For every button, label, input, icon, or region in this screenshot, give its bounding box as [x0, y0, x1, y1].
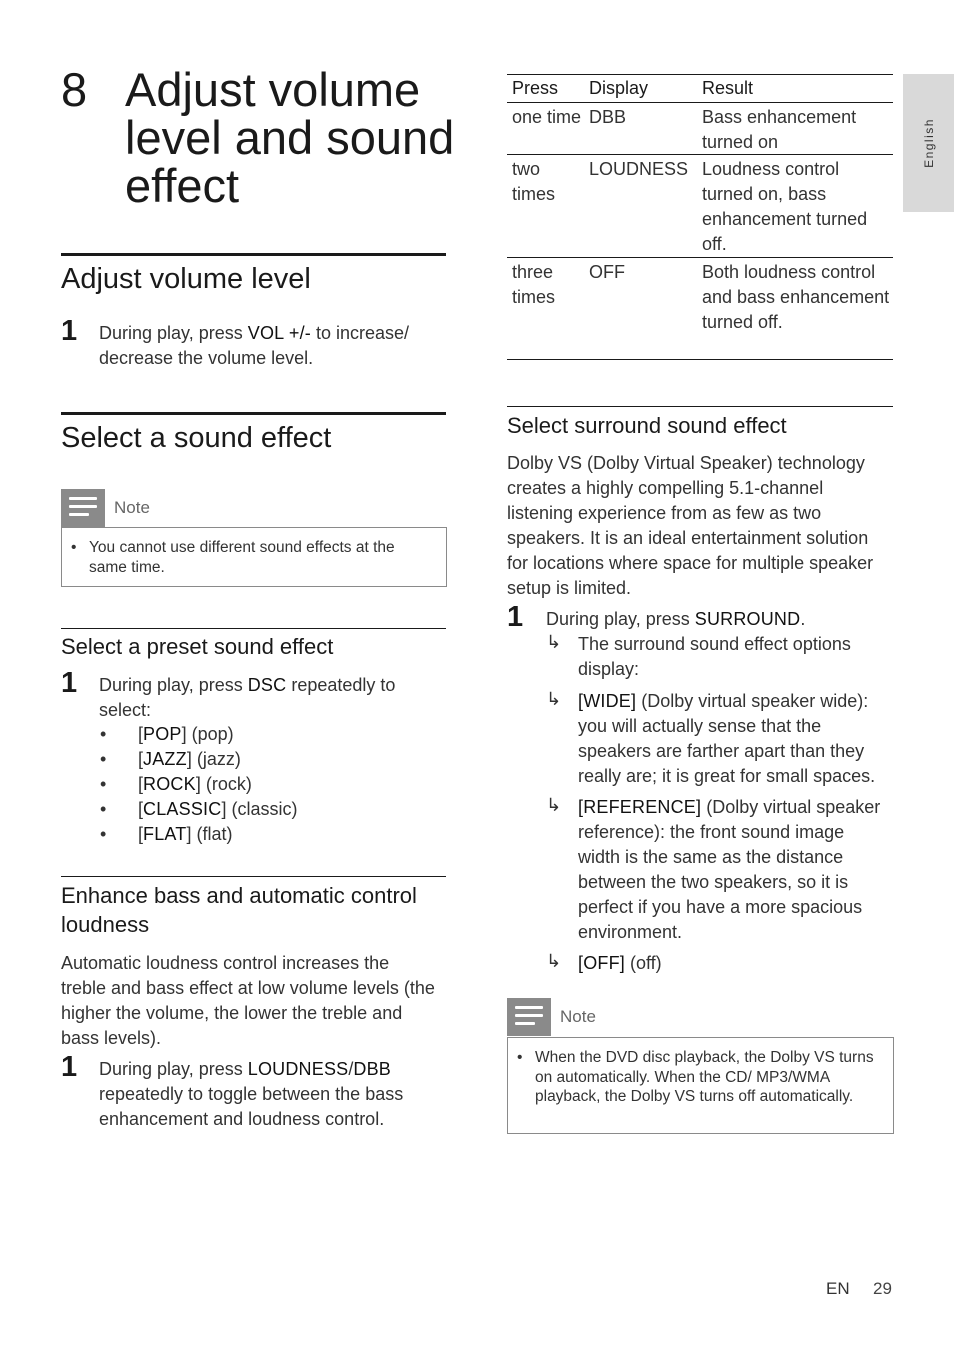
note-icon [507, 998, 551, 1036]
step-preset-text [99, 673, 429, 723]
bullet: • [100, 799, 107, 819]
result-arrow-icon: ↳ [546, 632, 562, 652]
key-name: SURROUND [694, 609, 801, 629]
result-text [578, 951, 883, 976]
option-desc: (Dolby virtual speaker reference): the front sound image width is the same as the distance between the two speakers, so it is perfect if you have a more spacious environment. [578, 797, 881, 942]
preset-key: FLAT [143, 824, 187, 844]
bullet: • [100, 749, 107, 769]
step-number: 1 [61, 1051, 78, 1083]
footer-language: EN [826, 1279, 850, 1298]
note-text: When the DVD disc playback, the Dolby VS turns on automatically. When the CD/ MP3/WMA playback, the Dolby VS turns off automatically. [535, 1049, 874, 1105]
result-text [578, 795, 888, 945]
subsection-rule [61, 876, 446, 877]
option-desc: (off) [625, 953, 662, 973]
table-cell: two times [512, 159, 556, 204]
language-tab-label: English [921, 118, 936, 168]
preset-key: CLASSIC [143, 799, 222, 819]
subsection-rule [507, 406, 893, 407]
subsection-title-preset: Select a preset sound effect [61, 634, 334, 659]
result-arrow-icon: ↳ [546, 689, 562, 709]
language-tab [903, 74, 954, 212]
bullet: • [100, 824, 107, 844]
chapter-title: Adjust volume level and sound effect [125, 63, 455, 212]
step-text: During play, press [546, 609, 695, 629]
step-text: During play, press [99, 323, 248, 343]
step-text: . [800, 609, 806, 629]
step-number: 1 [61, 315, 78, 347]
preset-key: ROCK [143, 774, 196, 794]
preset-desc: (flat) [191, 824, 233, 844]
step-surround-text [546, 607, 886, 632]
table-header-row [507, 75, 893, 103]
list-item: • [CLASSIC] (classic) [100, 799, 298, 819]
preset-desc: (classic) [226, 799, 298, 819]
step-text: to increase/ decrease the volume level. [99, 323, 410, 368]
table-header: Press [512, 78, 559, 98]
table-cell: DBB [589, 107, 627, 127]
result-arrow-icon: ↳ [546, 951, 562, 971]
bullet: • [100, 724, 107, 744]
table-row [507, 258, 893, 360]
table-cell: Bass enhancement turned on [702, 107, 857, 152]
note-label: Note [560, 1007, 596, 1026]
table-header: Display [589, 78, 649, 98]
table-cell: Loudness control turned on, bass enhancement turned off. [702, 159, 868, 254]
preset-key: JAZZ [143, 749, 187, 769]
list-item: • [POP] (pop) [100, 724, 234, 744]
step-bass-text [99, 1057, 434, 1132]
result-text [578, 632, 883, 682]
table-cell: three times [512, 262, 556, 307]
option-desc: (Dolby virtual speaker wide): you will actually sense that the speakers are farther apart than they really are; it is great for small spaces. [578, 691, 876, 786]
section-title-sound: Select a sound effect [61, 422, 332, 454]
note-label: Note [114, 498, 150, 517]
bass-paragraph: Automatic loudness control increases the treble and bass effect at low volume levels (the higher the volume, the lower the treble and bass levels). [61, 953, 435, 1048]
subsection-title-surround: Select surround sound effect [507, 413, 787, 438]
subsection-rule [61, 628, 446, 629]
step-text: repeatedly to toggle between the bass enhancement and loudness control. [99, 1084, 404, 1129]
note-bullet: • [71, 539, 77, 556]
separator: / [348, 1059, 354, 1079]
key-name: LOUDNESS [247, 1059, 349, 1079]
section-rule [61, 253, 446, 256]
option-desc: The surround sound effect options display: [578, 634, 851, 679]
option-key: [REFERENCE] [578, 797, 702, 817]
step-volume-text [99, 321, 439, 371]
table-cell: OFF [589, 262, 625, 282]
preset-key: POP [143, 724, 182, 744]
result-arrow-icon: ↳ [546, 795, 562, 815]
step-text: repeatedly to select: [99, 675, 396, 720]
option-key: [WIDE] [578, 691, 637, 711]
preset-desc: (jazz) [191, 749, 241, 769]
result-table [507, 74, 893, 360]
list-item: • [ROCK] (rock) [100, 774, 252, 794]
table-cell: Both loudness control and bass enhancement turned off. [702, 262, 890, 332]
preset-desc: (pop) [186, 724, 234, 744]
section-title-volume: Adjust volume level [61, 263, 311, 295]
table-cell: one time [512, 107, 582, 127]
table-row [507, 103, 893, 155]
note-bullet: • [517, 1049, 523, 1066]
chapter-number: 8 [61, 63, 88, 116]
step-text: During play, press [99, 1059, 248, 1079]
preset-desc: (rock) [200, 774, 252, 794]
section-rule [61, 412, 446, 415]
surround-paragraph: Dolby VS (Dolby Virtual Speaker) technology creates a highly compelling 5.1-channel listening experience from as few as two speakers. It is an ideal entertainment solution for locations where space for multiple speaker setup is limited. [507, 453, 874, 598]
subsection-title-bass: Enhance bass and automatic control loudness [61, 883, 417, 937]
note-text: You cannot use different sound effects at the same time. [89, 539, 395, 576]
table-cell: LOUDNESS [589, 159, 689, 179]
key-name: DSC [247, 675, 287, 695]
step-number: 1 [507, 601, 524, 633]
list-item: • [JAZZ] (jazz) [100, 749, 241, 769]
key-name: DBB [353, 1059, 392, 1079]
option-key: [OFF] [578, 953, 625, 973]
key-name: VOL +/- [247, 323, 311, 343]
result-text [578, 689, 883, 789]
note-icon [61, 489, 105, 527]
table-row [507, 155, 893, 258]
page-number: 29 [873, 1279, 892, 1298]
bullet: • [100, 774, 107, 794]
list-item: • [FLAT] (flat) [100, 824, 233, 844]
table-header: Result [702, 78, 754, 98]
step-number: 1 [61, 667, 78, 699]
step-text: During play, press [99, 675, 248, 695]
